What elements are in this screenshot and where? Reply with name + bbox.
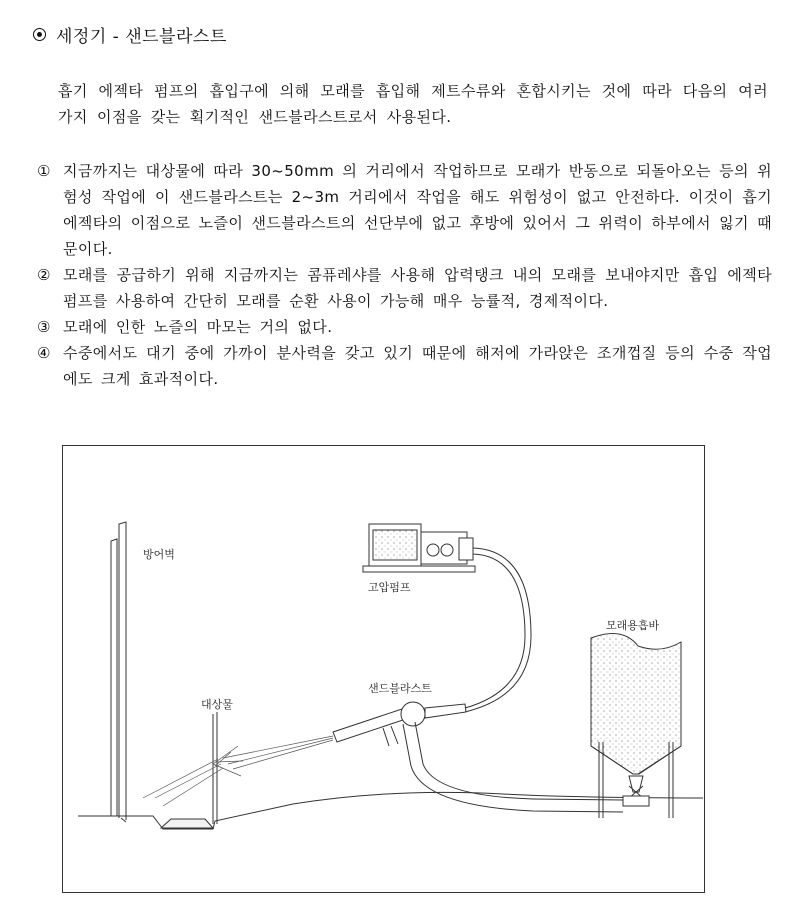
intro-paragraph: 흡기 에젝타 펌프의 흡입구에 의해 모래를 흡입해 제트수류와 혼합시키는 것에 따라 다음의 여러 가지 이점을 갖는 획기적인 샌드블라스트로서 사용된다. xyxy=(58,82,768,126)
item-number: ④ xyxy=(37,344,51,362)
item-text: 지금까지는 대상물에 따라 30~50mm 의 거리에서 작업하므로 모래가 반동으로 되돌아오는 등의 위험성 작업에 이 샌드블라스트는 2~3m 거리에서 작업을 해도 위험성이 없고 안전하다. 이것이 흡기 에젝타의 이점으로 노즐이 샌드블라스트의 선단부에 없고 후방에 있어서 그 위력이 하부에서 잃기 때문이다. xyxy=(63,162,772,258)
item-text: 모래에 인한 노즐의 마모는 거의 없다. xyxy=(63,318,333,336)
sandblaster-nozzle xyxy=(333,702,623,812)
advantages-list xyxy=(37,158,772,392)
heading-text: 세정기 - 샌드블라스트 xyxy=(56,27,227,47)
item-number: ③ xyxy=(37,318,51,336)
list-item xyxy=(37,262,772,314)
list-item xyxy=(37,340,772,392)
sandblast-diagram xyxy=(62,445,705,893)
high-pressure-pump xyxy=(363,524,475,572)
item-text: 모래를 공급하기 위해 지금까지는 콤퓨레샤를 사용해 압력탱크 내의 모래를 보내야지만 흡입 에젝타 펌프를 사용하여 간단히 모래를 순환 사용이 가능해 매우 능률적, 경제적이다. xyxy=(63,266,772,310)
wall-label: 방어벽 xyxy=(143,548,175,561)
list-item xyxy=(37,314,772,340)
list-item xyxy=(37,158,772,262)
diagram-svg xyxy=(63,446,706,894)
pressure-hose xyxy=(465,554,525,708)
pump-label: 고압펌프 xyxy=(368,581,411,594)
blaster-label: 샌드블라스트 xyxy=(368,682,432,695)
section-heading xyxy=(33,22,227,47)
item-number: ① xyxy=(37,162,51,180)
item-text: 수중에서도 대기 중에 가까이 분사력을 갖고 있기 때문에 해저에 가라앉은 조개껍질 등의 수중 작업에도 크게 효과적이다. xyxy=(63,344,772,388)
hopper-label: 모래용흡바 xyxy=(606,619,660,632)
sand-hopper xyxy=(591,634,681,819)
protective-wall xyxy=(111,522,126,822)
bullseye-icon xyxy=(33,28,46,41)
spray-jet xyxy=(143,736,333,806)
target-label: 대상물 xyxy=(201,698,233,711)
item-number: ② xyxy=(37,266,51,284)
